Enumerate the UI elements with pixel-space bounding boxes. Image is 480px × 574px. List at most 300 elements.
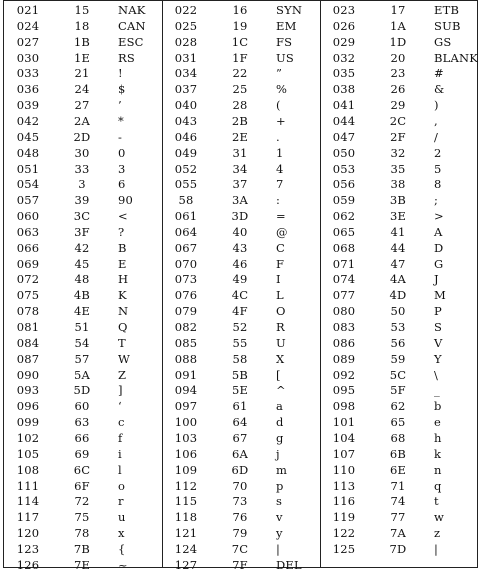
octal-code: 085 [174, 335, 198, 350]
character: U [276, 335, 286, 350]
hex-code: 49 [232, 272, 248, 287]
octal-code: 090 [16, 367, 40, 382]
character: _ [434, 383, 440, 398]
character: ^ [276, 383, 286, 398]
hex-code: 67 [232, 430, 248, 445]
character: \ [434, 367, 439, 382]
octal-code: 110 [332, 462, 356, 477]
character: J [434, 272, 439, 287]
octal-code: 062 [332, 209, 356, 224]
character: V [434, 335, 443, 350]
octal-code: 104 [332, 430, 356, 445]
hex-code: 4F [232, 304, 248, 319]
hex-code: 3B [389, 193, 407, 208]
hex-code: 3E [389, 209, 407, 224]
octal-code: 123 [16, 541, 40, 556]
hex-code: 56 [390, 335, 406, 350]
hex-code: 37 [232, 177, 248, 192]
octal-code: 072 [16, 272, 40, 287]
octal-code: 092 [332, 367, 356, 382]
character: [ [276, 367, 281, 382]
octal-code: 067 [174, 240, 198, 255]
octal-code: 030 [16, 50, 40, 65]
character: : [276, 193, 281, 208]
hex-code: 2D [73, 129, 91, 144]
character: Y [434, 351, 442, 366]
octal-code: 113 [332, 478, 356, 493]
octal-code: 063 [16, 224, 40, 239]
octal-code: 098 [332, 399, 356, 414]
octal-code: 053 [332, 161, 356, 176]
character: L [276, 288, 284, 303]
character: g [276, 430, 284, 445]
character: C [276, 240, 285, 255]
octal-code: 035 [332, 66, 356, 81]
character: GS [434, 34, 452, 49]
character: A [434, 224, 443, 239]
hex-code: 40 [232, 224, 248, 239]
hex-code: 15 [74, 3, 90, 17]
character: Z [118, 367, 127, 382]
character: . [276, 129, 280, 144]
octal-code: 037 [174, 82, 198, 97]
hex-code: 60 [74, 399, 90, 414]
character: X [276, 351, 285, 366]
hex-code: 3 [78, 177, 86, 192]
character: e [434, 415, 442, 430]
hex-code: 3D [231, 209, 249, 224]
hex-code: 3F [74, 224, 90, 239]
character: 1 [276, 145, 284, 160]
character: T [118, 335, 126, 350]
hex-code: 74 [390, 494, 406, 509]
hex-code: 2B [231, 113, 249, 128]
hex-code: 51 [74, 320, 90, 334]
octal-code: 024 [16, 18, 40, 33]
octal-code: 080 [332, 304, 356, 319]
hex-code: 63 [74, 415, 90, 430]
octal-code: 096 [16, 399, 40, 414]
hex-code: 1F [232, 50, 248, 65]
character: ” [276, 66, 283, 81]
character: B [118, 240, 127, 255]
octal-code: 048 [16, 145, 40, 160]
character: | [276, 541, 281, 556]
octal-code: 082 [174, 320, 198, 334]
character: 3 [118, 161, 126, 176]
hex-code: 47 [390, 256, 406, 271]
octal-code: 122 [332, 526, 356, 541]
character: ; [434, 193, 439, 208]
octal-code: 061 [174, 209, 198, 224]
character: H [118, 272, 129, 287]
octal-code: 027 [16, 34, 40, 49]
octal-code: 100 [174, 415, 198, 430]
hex-code: 3C [73, 209, 91, 224]
hex-code: 62 [390, 399, 406, 414]
hex-code: 20 [390, 50, 406, 65]
character: Q [118, 320, 128, 334]
octal-code: 081 [16, 320, 40, 334]
hex-code: 5C [389, 367, 407, 382]
octal-code: 052 [174, 161, 198, 176]
hex-code: 44 [390, 240, 406, 255]
character: SYN [276, 3, 303, 17]
octal-code: 115 [174, 494, 198, 509]
octal-code: 050 [332, 145, 356, 160]
octal-code: 112 [174, 478, 198, 493]
character: b [434, 399, 442, 414]
octal-code: 077 [332, 288, 356, 303]
octal-code: 111 [16, 478, 40, 493]
character: M [434, 288, 446, 303]
character: p [276, 478, 284, 493]
hex-code: 6C [73, 462, 91, 477]
hex-code: 48 [74, 272, 90, 287]
character: m [276, 462, 288, 477]
hex-code: 7E [73, 557, 91, 572]
character: k [434, 446, 442, 461]
character: 5 [434, 161, 442, 176]
hex-code: 65 [390, 415, 406, 430]
octal-code: 045 [16, 129, 40, 144]
octal-code: 071 [332, 256, 356, 271]
octal-code: 088 [174, 351, 198, 366]
hex-code: 43 [232, 240, 248, 255]
octal-code: 107 [332, 446, 356, 461]
octal-code: 068 [332, 240, 356, 255]
hex-code: 68 [390, 430, 406, 445]
hex-code: 18 [74, 18, 90, 33]
hex-code: 4C [231, 288, 249, 303]
octal-code: 125 [332, 541, 356, 556]
character: G [434, 256, 444, 271]
character: % [276, 82, 288, 97]
octal-code: 051 [16, 161, 40, 176]
character: # [434, 66, 444, 81]
character: ESC [118, 34, 144, 49]
character: l [118, 462, 122, 477]
octal-code: 040 [174, 98, 198, 113]
octal-code: 046 [174, 129, 198, 144]
character: q [434, 478, 442, 493]
hex-code: 70 [232, 478, 248, 493]
hex-code: 38 [390, 177, 406, 192]
hex-code: 29 [390, 98, 406, 113]
hex-code: 59 [390, 351, 406, 366]
octal-code: 089 [332, 351, 356, 366]
character: f [118, 430, 123, 445]
octal-code: 101 [332, 415, 356, 430]
octal-code: 021 [16, 3, 40, 17]
hex-code: 33 [74, 161, 90, 176]
hex-code: 50 [390, 304, 406, 319]
octal-code: 117 [16, 510, 40, 525]
character: FS [276, 34, 293, 49]
octal-code: 119 [332, 510, 356, 525]
hex-code: 61 [232, 399, 248, 414]
octal-code: 083 [332, 320, 356, 334]
octal-code: 039 [16, 98, 40, 113]
character: 2 [434, 145, 442, 160]
hex-code: 6A [231, 446, 249, 461]
octal-code: 022 [174, 3, 198, 17]
octal-code: 031 [174, 50, 198, 65]
character: = [276, 209, 286, 224]
hex-code: 5F [390, 383, 406, 398]
octal-code: 065 [332, 224, 356, 239]
hex-code: 17 [390, 3, 406, 17]
octal-code: 060 [16, 209, 40, 224]
hex-code: 5D [73, 383, 91, 398]
hex-code: 27 [74, 98, 90, 113]
hex-code: 41 [390, 224, 406, 239]
character: z [434, 526, 441, 541]
hex-code: 66 [74, 430, 90, 445]
character: 0 [118, 145, 126, 160]
hex-code: 3A [231, 193, 249, 208]
hex-code: 34 [232, 161, 248, 176]
character: | [434, 541, 439, 556]
character: K [118, 288, 127, 303]
octal-code: 121 [174, 526, 198, 541]
character: CAN [118, 18, 146, 33]
character: US [276, 50, 294, 65]
character: > [434, 209, 444, 224]
octal-code: 069 [16, 256, 40, 271]
octal-code: 114 [16, 494, 40, 509]
hex-code: 5B [231, 367, 249, 382]
octal-code: 066 [16, 240, 40, 255]
hex-code: 69 [74, 446, 90, 461]
character: O [276, 304, 286, 319]
hex-code: 28 [232, 98, 248, 113]
hex-code: 21 [74, 66, 90, 81]
hex-code: 73 [232, 494, 248, 509]
octal-code: 023 [332, 3, 356, 17]
octal-code: 028 [174, 34, 198, 49]
octal-code: 057 [16, 193, 40, 208]
octal-code: 102 [16, 430, 40, 445]
character: r [118, 494, 124, 509]
octal-code: 036 [16, 82, 40, 97]
octal-code: 091 [174, 367, 198, 382]
character: 4 [276, 161, 284, 176]
octal-code: 049 [174, 145, 198, 160]
character: / [434, 129, 439, 144]
octal-code: 116 [332, 494, 356, 509]
character: y [276, 526, 283, 541]
character: j [276, 446, 280, 461]
character: F [276, 256, 285, 271]
octal-code: 064 [174, 224, 198, 239]
character: 6 [118, 177, 126, 192]
hex-code: 6F [74, 478, 90, 493]
hex-code: 6E [389, 462, 407, 477]
character: 90 [118, 193, 134, 208]
hex-code: 30 [74, 145, 90, 160]
hex-code: 1C [231, 34, 249, 49]
hex-code: 4B [73, 288, 91, 303]
character: ~ [118, 557, 128, 572]
character: 7 [276, 177, 284, 192]
octal-code: 059 [332, 193, 356, 208]
octal-code: 097 [174, 399, 198, 414]
hex-code: 1D [389, 34, 407, 49]
hex-code: 19 [232, 18, 248, 33]
hex-code: 5E [231, 383, 249, 398]
hex-code: 2C [389, 113, 407, 128]
hex-code: 2A [73, 113, 91, 128]
hex-code: 39 [74, 193, 90, 208]
octal-code: 094 [174, 383, 198, 398]
character: n [434, 462, 442, 477]
character: D [434, 240, 444, 255]
hex-code: 25 [232, 82, 248, 97]
octal-code: 041 [332, 98, 356, 113]
octal-code: 033 [16, 66, 40, 81]
hex-code: 7A [389, 526, 407, 541]
hex-code: 7F [232, 557, 248, 572]
hex-code: 2F [390, 129, 406, 144]
hex-code: 72 [74, 494, 90, 509]
hex-code: 16 [232, 3, 248, 17]
hex-code: 77 [390, 510, 406, 525]
octal-code: 124 [174, 541, 198, 556]
character: t [434, 494, 439, 509]
hex-code: 64 [232, 415, 248, 430]
octal-code: 026 [332, 18, 356, 33]
hex-code: 32 [390, 145, 406, 160]
octal-code: 084 [16, 335, 40, 350]
octal-code: 034 [174, 66, 198, 81]
character: @ [276, 224, 288, 239]
hex-code: 54 [74, 335, 90, 350]
hex-code: 4E [73, 304, 91, 319]
character: * [118, 113, 124, 128]
octal-code: 087 [16, 351, 40, 366]
hex-code: 22 [232, 66, 248, 81]
octal-code: 038 [332, 82, 356, 97]
octal-code: 093 [16, 383, 40, 398]
table-row [0, 556, 480, 574]
hex-code: 35 [390, 161, 406, 176]
character: ( [276, 98, 281, 113]
hex-code: 1E [73, 50, 91, 65]
character: P [434, 304, 442, 319]
character: h [434, 430, 442, 445]
character: ‘ [118, 399, 122, 414]
hex-code: 2E [231, 129, 249, 144]
octal-code: 079 [174, 304, 198, 319]
character: , [434, 113, 438, 128]
octal-code: 056 [332, 177, 356, 192]
octal-code: 070 [174, 256, 198, 271]
character: ] [118, 383, 123, 398]
octal-code: 086 [332, 335, 356, 350]
hex-code: 42 [74, 240, 90, 255]
character: o [118, 478, 126, 493]
octal-code: 075 [16, 288, 40, 303]
hex-code: 71 [390, 478, 406, 493]
octal-code: 118 [174, 510, 198, 525]
character: a [276, 399, 284, 414]
hex-code: 53 [390, 320, 406, 334]
character: SUB [434, 18, 461, 33]
hex-code: 46 [232, 256, 248, 271]
octal-code: 106 [174, 446, 198, 461]
character: & [434, 82, 445, 97]
character: ! [118, 66, 123, 81]
hex-code: 5A [73, 367, 91, 382]
octal-code: 044 [332, 113, 356, 128]
hex-code: 24 [74, 82, 90, 97]
hex-code: 6D [231, 462, 249, 477]
character: x [118, 526, 125, 541]
octal-code: 054 [16, 177, 40, 192]
character: + [276, 113, 286, 128]
character: v [276, 510, 283, 525]
hex-code: 76 [232, 510, 248, 525]
hex-code: 7B [73, 541, 91, 556]
hex-code: 79 [232, 526, 248, 541]
hex-code: 78 [74, 526, 90, 541]
character: w [434, 510, 445, 525]
character: $ [118, 82, 126, 97]
octal-code: 042 [16, 113, 40, 128]
character: ’ [118, 98, 122, 113]
hex-code: 6B [389, 446, 407, 461]
hex-code: 52 [232, 320, 248, 334]
hex-code: 57 [74, 351, 90, 366]
octal-code: 025 [174, 18, 198, 33]
character: S [434, 320, 443, 334]
character: NAK [118, 3, 146, 17]
hex-code: 4D [389, 288, 407, 303]
octal-code: 120 [16, 526, 40, 541]
octal-code: 076 [174, 288, 198, 303]
octal-code: 126 [16, 557, 40, 572]
character: R [276, 320, 285, 334]
character: EM [276, 18, 297, 33]
hex-code: 31 [232, 145, 248, 160]
character: i [118, 446, 122, 461]
octal-code: 105 [16, 446, 40, 461]
octal-code: 127 [174, 557, 198, 572]
octal-code: 108 [16, 462, 40, 477]
hex-code: 7D [389, 541, 407, 556]
character: I [276, 272, 281, 287]
hex-code: 7C [231, 541, 249, 556]
character: E [118, 256, 127, 271]
character: DEL [276, 557, 302, 572]
octal-code: 095 [332, 383, 356, 398]
octal-code: 099 [16, 415, 40, 430]
character: BLANK [434, 50, 479, 65]
octal-code: 043 [174, 113, 198, 128]
hex-code: 4A [389, 272, 407, 287]
hex-code: 23 [390, 66, 406, 81]
octal-code: 109 [174, 462, 198, 477]
octal-code: 029 [332, 34, 356, 49]
character: d [276, 415, 284, 430]
character: u [118, 510, 126, 525]
character: ETB [434, 3, 460, 17]
character: RS [118, 50, 135, 65]
character: s [276, 494, 283, 509]
octal-code: 58 [178, 193, 194, 208]
character: < [118, 209, 128, 224]
